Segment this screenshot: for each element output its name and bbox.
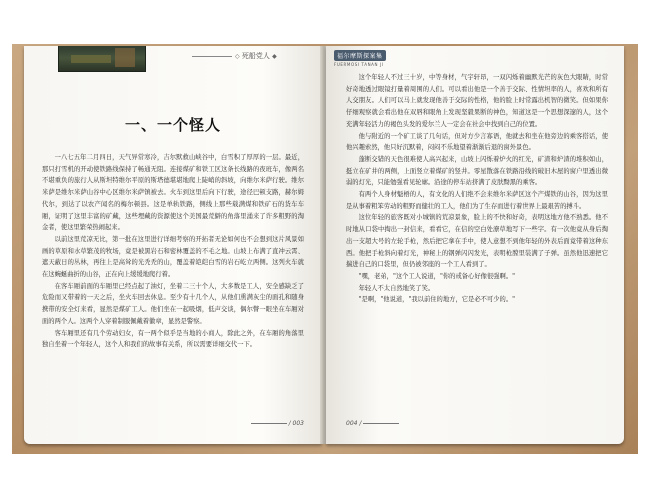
- chapter-title: 一、一个怪人: [124, 116, 221, 134]
- paragraph: 客车厢里还有几个劳动妇女，有一两个似乎是当地的小商人，除此之外，在车厢的角落里独自坐着一个年轻人，这个人和我们的故事有关系，所以需要详细交代一下。: [42, 329, 304, 349]
- paragraph: 这位年轻的旅客既对小城镇的荒凉景象，脸上的不快和好奇，表明这地方他不熟悉。他不时地从口袋中掏出一封信来，看看它，在信的空白处潦草地写下一些字。有一次他竟从身后掏出一支超大号的左轮手枪，然后把它拿在手中，使人意想不到他年轻的外表后面竟带着这种东西。他把手枪斜向着灯光，神秘上的钢弹闪闪发光，表明枪膛里装满了子弹。虽然他迅速把它揣进自己的口袋里，但仍被邻座的一个工人看到了。: [346, 214, 608, 269]
- left-body-text: [42, 152, 304, 351]
- right-body-text: [346, 72, 608, 306]
- open-book: [24, 46, 624, 448]
- left-page-number: / 003: [251, 420, 304, 427]
- paragraph: 年轻人不太自然地笑了笑。: [358, 284, 435, 292]
- paragraph: 这个年轻人不过三十岁，中等身材，气宇轩昂，一双闪烁着幽默光芒的灰色大眼睛，时常好奇地透过眼镜打量着周围的人们。可以看出他是一个善于交际、性情坦率的人，喜欢和所有人交朋友。人们可以马上就发现他善于交际的性格，他的脸上时常露出机智的微笑。但如果你仔细观察就会看出他在双唇和眼角上发现坚毅果断的神色，知道这是一个思想深邃的人，这个充满年轻活力的褐色头发的爱尔兰人一定会在社会中找到自己的位置。: [346, 74, 608, 128]
- paragraph: 蓬断交错的天色很难使人高兴起来，山坡上闪烁着炉火的红光，矿渣和炉渣的堆积如山，挺立在矿井的两侧，上面竖立着煤矿的竖井。零星散落在铁路沿线的破旧木屋的窗户里透出微弱的灯光，只能勉强看见轮廓。沿途的停车站挤满了皮肤黝黑的乘客。: [346, 155, 608, 187]
- series-title-badge: 福尔摩斯探案集: [334, 50, 386, 61]
- book-cover-thumbnail: [58, 46, 146, 72]
- paragraph: 在客车厢前面的车厢里已经点起了油灯，坐着二三十个人，大多数是工人，安全感缺乏了危险而又带着的一天之后，坐火车回去休息。至少有十几个人，从他们熏满灰尘的面孔和随身携带的安全灯来看，显然是煤矿工人。他们坐在一起吸烟，低声交谈，偶尔瞥一眼坐在车厢对面的两个人。这两个人穿着制服佩戴着徽章，显然是警察。: [42, 282, 304, 325]
- paragraph: 他与附近的一个矿工谈了几句话，但对方少言寡语，他就去和坐在他旁边的乘客搭话，使他兴趣索然，他只好沉默着，闷闷不乐地望着渐渐后退的窗外景色。: [346, 132, 608, 152]
- left-folio-text: 003: [292, 420, 304, 427]
- paragraph: "是啊，"他说道，"我以前住的地方，它是必不可少的。": [358, 296, 516, 304]
- paragraph: "嘿，老弟，"这个工人说道，"你的戒备心好像很强啊。": [358, 272, 516, 280]
- series-subtitle: FUERMOSI TANAN JI: [334, 62, 384, 67]
- paragraph: 一八七五年二月四日，天气异常寒冷，吉尔默救山峡谷中，白雪积了厚厚的一层。最近，那只打雪机的开动使铁路线保持了畅通无阻。连接煤矿和铁工区这条长线路的夜班车，像两名不堪重负的旅行人从斯坦特维尔平原的斯塔德堪堪地爬上陡峭的斜坡，向维尔米萨行驶。维尔米萨是维尔米萨山谷中心区维尔米萨镇被去。火车到这里后向下行驶，途径巴顿支路，赫尔姆代尔，到达了以农产闻名的梅尔顿县。这是单轨铁路，侧线上那些载满煤和铁矿石的货车车厢，证明了这里丰富的矿藏，这些埋藏的资源使这个美国最荒僻的角落里涌来了许多粗野的淘金者，使这里繁荣热闹起来。: [42, 154, 304, 232]
- left-running-head: ◇ 死船党人 ◆: [192, 51, 302, 61]
- right-page: [326, 46, 624, 444]
- right-page-number: 004 /: [346, 420, 399, 427]
- paragraph: 有两个人身材魁梧的人，有文化的人们绝不会来维尔米萨区这个产煤铁的山谷，因为这里是从事着粗笨劳动的粗野而健壮的工人，他们为了生存而进行着世界上最艰苦的搏斗。: [346, 191, 608, 210]
- left-running-head-text: 死船党人: [241, 52, 270, 60]
- paragraph: 以前这里荒凉无比，第一批在这里进行详细考察的开拓者无论如何也不会想到这片风景如画的草原和水草繁茂的牧场，竟是被黑岩石和密林覆盖的不毛之地。山坡上布满了直冲云霄、遮天蔽日的丛林，再往上是高耸的光秃秃的山，覆盖着皑皑白雪的岩石屹立两侧。这列火车就在这蜿蜒曲折的山谷，正在向上缓缓地爬行着。: [42, 235, 304, 279]
- right-folio-text: 004: [346, 420, 358, 427]
- left-page: [24, 46, 322, 444]
- right-running-head: [334, 50, 454, 67]
